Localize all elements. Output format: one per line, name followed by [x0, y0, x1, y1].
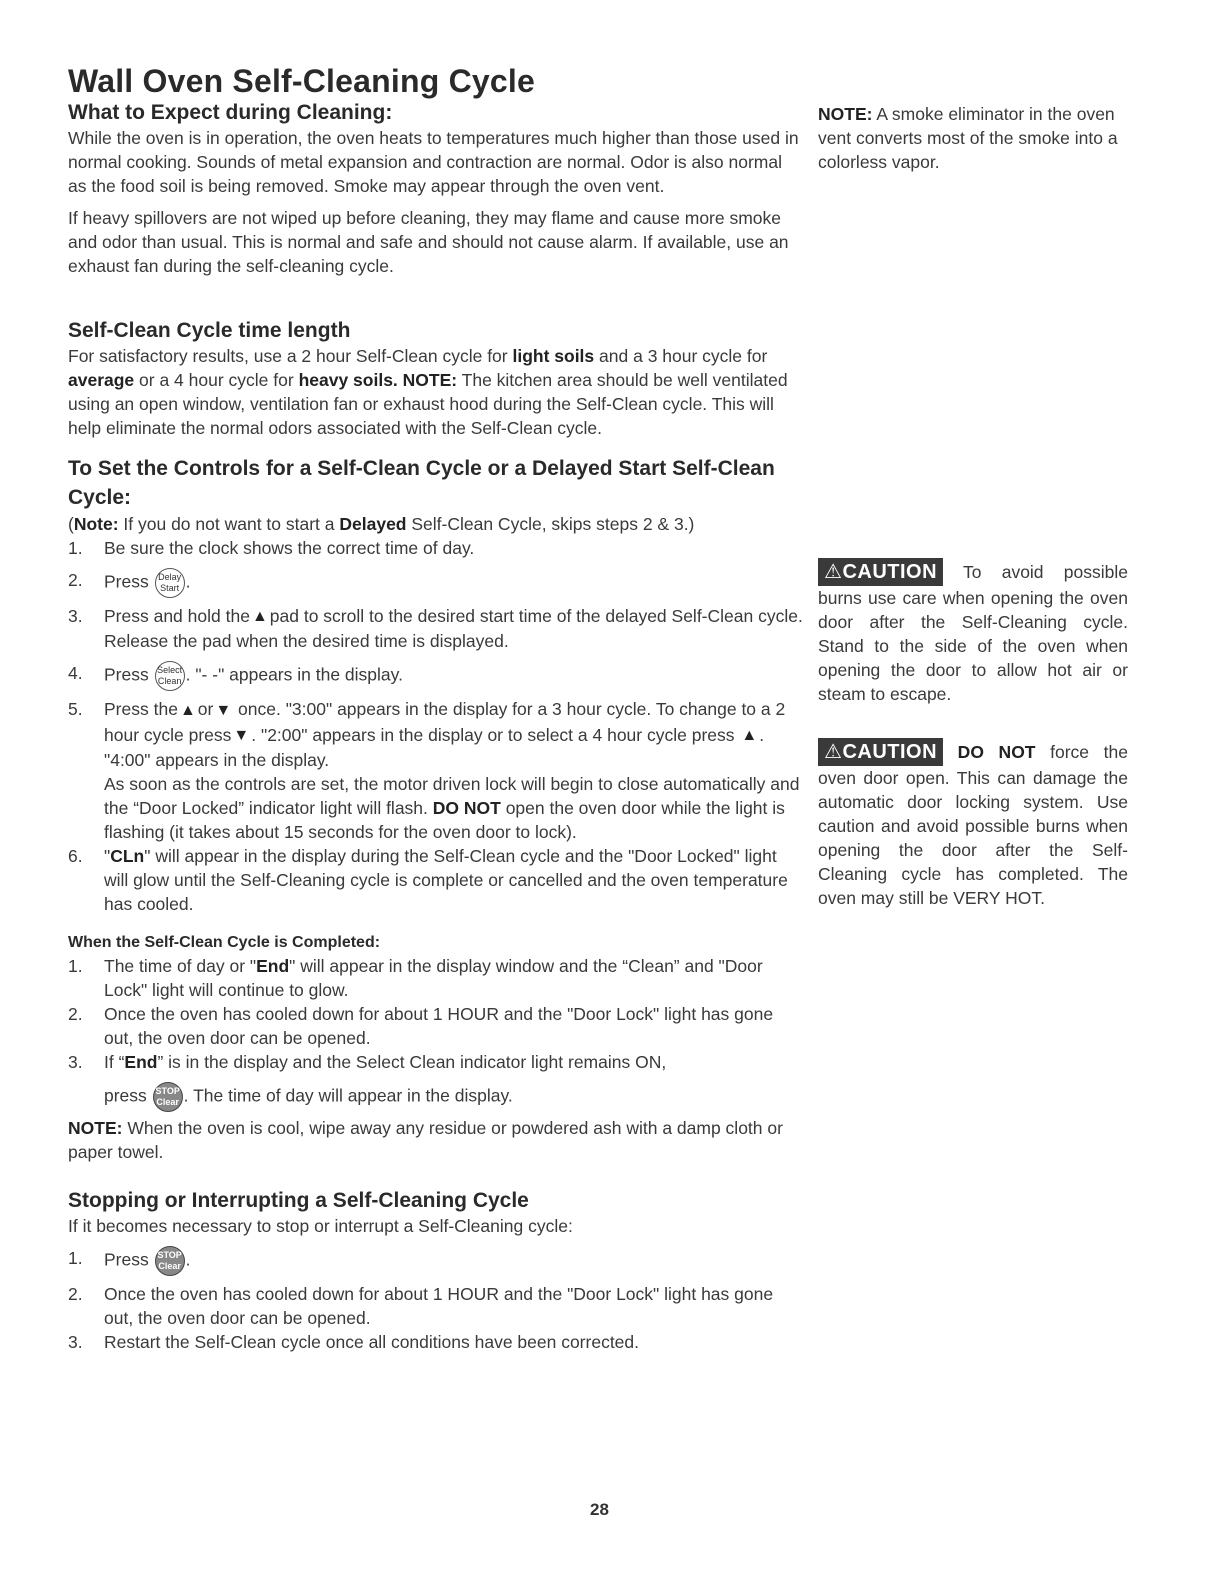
completed-heading: When the Self-Clean Cycle is Completed:	[68, 934, 381, 952]
select-clean-button-icon: Select Clean	[155, 661, 185, 691]
up-arrow-icon: ▲	[179, 701, 196, 719]
list-item: 3. If “End” is in the display and the Select Clean indicator light remains ON, press STOP Clear . The time of day will appear in the display.	[68, 1050, 803, 1112]
timelength-heading: Self-Clean Cycle time length	[68, 319, 351, 342]
down-arrow-icon: ▼	[233, 727, 250, 745]
page-title: Wall Oven Self-Cleaning Cycle	[68, 63, 535, 99]
stopping-heading: Stopping or Interrupting a Self-Cleaning Cycle	[68, 1189, 529, 1213]
up-arrow-icon: ▲	[251, 608, 268, 626]
setcontrols-steps	[68, 536, 803, 916]
list-item: 1. The time of day or "End" will appear in the display window and the “Clean” and "Door Lock" light will continue to glow.	[68, 956, 763, 1001]
list-item: 1. Be sure the clock shows the correct time of day.	[68, 538, 475, 558]
up-arrow-icon: ▲	[741, 727, 758, 745]
stop-clear-button-icon: STOP Clear	[153, 1082, 183, 1112]
list-item: 3. Press and hold the ▲ pad to scroll to the desired start time of the delayed Self-Clean cycle. Release the pad when the desired time is displayed.	[68, 606, 803, 652]
stop-clear-button-icon: STOP Clear	[155, 1246, 185, 1276]
timelength-paragraph: For satisfactory results, use a 2 hour Self-Clean cycle for light soils and a 3 hour cycle for average or a 4 hour cycle for heavy soils. NOTE: The kitchen area should be well ventilated using an open window, ventilation fan or exhaust hood during the Self-Clean cycle. This will help eliminate the normal odors associated with the Self-Clean cycle.	[68, 346, 788, 438]
expect-paragraph-2: If heavy spillovers are not wiped up before cleaning, they may flame and cause more smoke and odor than usual. This is normal and safe and should not cause alarm. If available, use an exhaust fan during the self-cleaning cycle.	[68, 208, 789, 276]
page-number: 28	[590, 1500, 609, 1519]
delay-start-button-icon: Delay Start	[155, 568, 185, 598]
list-item: 5. Press the ▲ or ▼ once. "3:00" appears in the display for a 3 hour cycle. To change to a 2 hour cycle press ▼ . "2:00" appears in the display or to select a 4 hour cycle press ▲ . "4:00" appears in the display. As soon as the controls are set, the motor driven lock will begin to close automatically and the “Door Locked” indicator light will flash. DO NOT open the oven door while the light is flashing (it takes about 15 seconds for the oven door to lock).	[68, 699, 800, 843]
stopping-intro: If it becomes necessary to stop or interrupt a Self-Cleaning cycle:	[68, 1216, 573, 1237]
down-arrow-icon: ▼	[215, 701, 232, 719]
stopping-steps	[68, 1246, 803, 1354]
smoke-note: NOTE: A smoke eliminator in the oven vent converts most of the smoke into a colorless vapor.	[818, 104, 1118, 172]
caution-badge: ⚠CAUTION	[818, 558, 943, 586]
completed-note: NOTE: When the oven is cool, wipe away any residue or powdered ash with a damp cloth or paper towel.	[68, 1118, 783, 1163]
warning-triangle-icon: ⚠	[824, 741, 843, 763]
completed-steps	[68, 954, 803, 1112]
list-item: 2. Press Delay Start .	[68, 568, 803, 598]
warning-triangle-icon: ⚠	[824, 561, 843, 583]
setcontrols-heading: To Set the Controls for a Self-Clean Cycle or a Delayed Start Self-Clean Cycle:	[68, 457, 775, 509]
list-item: 1. Press STOP Clear .	[68, 1246, 803, 1276]
caution-block-1: ⚠CAUTION To avoid possible burns use care when opening the oven door after the Self-Cleaning cycle. Stand to the side of the oven when opening the door to allow hot air or steam to escape.	[818, 558, 1128, 706]
caution-badge: ⚠CAUTION	[818, 738, 943, 766]
list-item: 6. "CLn" will appear in the display during the Self-Clean cycle and the "Door Locked" light will glow until the Self-Cleaning cycle is complete or cancelled and the oven temperature has cooled.	[68, 846, 788, 915]
caution-block-2: ⚠CAUTION DO NOT force the oven door open. This can damage the automatic door locking system. Use caution and avoid possible burns when opening the door after the Self-Cleaning cycle has completed. The oven may still be VERY HOT.	[818, 738, 1128, 910]
list-item: 4. Press Select Clean . "- -" appears in the display.	[68, 661, 803, 691]
list-item: 2. Once the oven has cooled down for about 1 HOUR and the "Door Lock" light has gone out, the oven door can be opened.	[68, 1004, 774, 1049]
expect-paragraph-1: While the oven is in operation, the oven heats to temperatures much higher than those used in normal cooking. Sounds of metal expansion and contraction are normal. Odor is also normal as the food soil is being removed. Smoke may appear through the oven vent.	[68, 128, 799, 196]
main-column	[68, 62, 803, 1354]
list-item: 2. Once the oven has cooled down for about 1 HOUR and the "Door Lock" light has gone out, the oven door can be opened.	[68, 1284, 774, 1329]
setcontrols-note: (Note: If you do not want to start a Delayed Self-Clean Cycle, skips steps 2 & 3.)	[68, 514, 695, 534]
list-item: 3. Restart the Self-Clean cycle once all conditions have been corrected.	[68, 1332, 640, 1353]
expect-heading: What to Expect during Cleaning:	[68, 101, 393, 124]
